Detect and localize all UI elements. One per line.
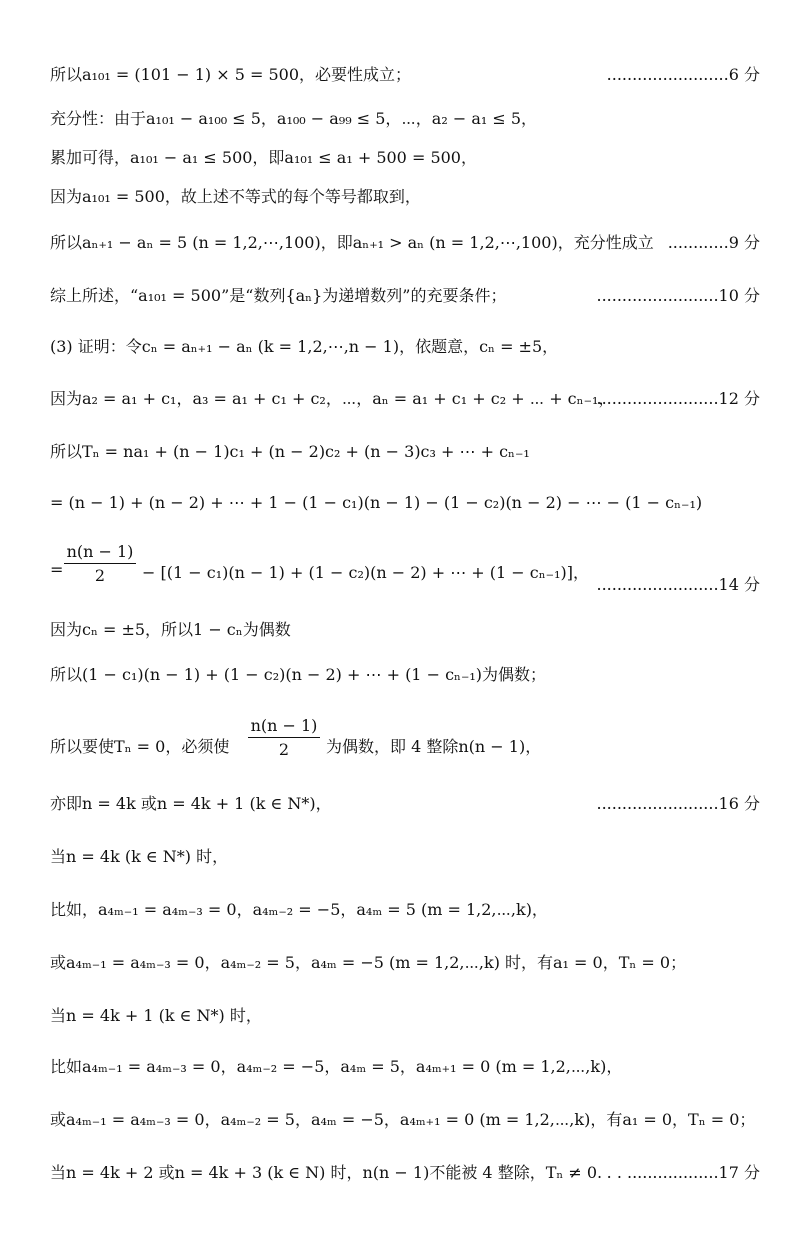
fraction-line-2 [50,712,760,772]
line-text: 所以要使Tₙ = 0，必须使 [50,737,230,756]
line-text: 所以a₁₀₁ = (101 − 1) × 5 = 500，必要性成立； [50,65,412,84]
fraction-numerator: n(n − 1) [250,716,318,735]
line-text: 比如，a₄ₘ₋₁ = a₄ₘ₋₃ = 0，a₄ₘ₋₂ = −5，a₄ₘ = 5 (m = 1,2,⋯,k)， [50,900,548,919]
line-text: 当n = 4k (k ∈ N*) 时， [50,847,229,866]
line-text: 所以Tₙ = na₁ + (n − 1)c₁ + (n − 2)c₂ + (n − 3)c₃ + ⋯ + cₙ₋₁ [50,442,530,461]
fraction-bar [248,737,320,738]
score-mark: ........................6 分 [606,65,760,84]
fraction-numerator: n(n − 1) [66,542,134,561]
line-text: − [(1 − c₁)(n − 1) + (1 − c₂)(n − 2) + ⋯ + (1 − cₙ₋₁)]， [142,563,590,582]
equals-sign: = [50,560,64,579]
line-text: 或a₄ₘ₋₁ = a₄ₘ₋₃ = 0，a₄ₘ₋₂ = 5，a₄ₘ = −5，a₄ₘ₊₁ = 0 (m = 1,2,⋯,k)，有a₁ = 0，Tₙ = 0； [50,1110,756,1129]
line-text: 比如a₄ₘ₋₁ = a₄ₘ₋₃ = 0，a₄ₘ₋₂ = −5，a₄ₘ = 5，a₄ₘ₊₁ = 0 (m = 1,2,⋯,k)， [50,1057,623,1076]
score-mark: ........................14 分 [596,575,760,594]
fraction [64,542,136,585]
line-text: 为偶数，即 4 整除n(n − 1)， [326,737,542,756]
score-mark: ........................10 分 [596,286,760,305]
line-text: 综上所述，“a₁₀₁ = 500”是“数列{aₙ}为递增数列”的充要条件； [50,286,507,305]
fraction-denominator: 2 [94,566,106,585]
line-text: 因为cₙ = ±5，所以1 − cₙ为偶数 [50,620,291,639]
line-text: 亦即n = 4k 或n = 4k + 1 (k ∈ N*)， [50,794,332,813]
line-text: 或a₄ₘ₋₁ = a₄ₘ₋₃ = 0，a₄ₘ₋₂ = 5，a₄ₘ = −5 (m = 1,2,⋯,k) 时，有a₁ = 0，Tₙ = 0； [50,953,687,972]
score-mark: ........................12 分 [596,389,760,408]
fraction-bar [64,563,136,564]
line-text: 因为a₁₀₁ = 500，故上述不等式的每个等号都取到， [50,187,421,206]
score-mark: ........................16 分 [596,794,760,813]
line-text: 因为a₂ = a₁ + c₁，a₃ = a₁ + c₁ + c₂，⋯，aₙ = a₁ + c₁ + c₂ + ⋯ + cₙ₋₁， [50,389,615,408]
line-text: 充分性：由于a₁₀₁ − a₁₀₀ ≤ 5，a₁₀₀ − a₉₉ ≤ 5，⋯，a₂ − a₁ ≤ 5， [50,109,538,128]
line-text: 当n = 4k + 1 (k ∈ N*) 时， [50,1006,262,1025]
line-text: = (n − 1) + (n − 2) + ⋯ + 1 − (1 − c₁)(n − 1) − (1 − c₂)(n − 2) − ⋯ − (1 − cₙ₋₁) [50,493,703,512]
line-text: 当n = 4k + 2 或n = 4k + 3 (k ∈ N) 时，n(n − 1)不能被 4 整除，Tₙ ≠ 0. [50,1163,603,1182]
score-mark: . . ..................17 分 [606,1163,760,1182]
fraction [248,716,320,759]
fraction-denominator: 2 [278,740,290,759]
fraction-line-1 [50,540,760,600]
line-text: 累加可得，a₁₀₁ − a₁ ≤ 500，即a₁₀₁ ≤ a₁ + 500 = 500， [50,148,477,167]
line-text: 所以aₙ₊₁ − aₙ = 5 (n = 1,2,⋯,100)，即aₙ₊₁ > aₙ (n = 1,2,⋯,100)，充分性成立 [50,233,654,252]
line-text: 所以(1 − c₁)(n − 1) + (1 − c₂)(n − 2) + ⋯ + (1 − cₙ₋₁)为偶数； [50,665,547,684]
score-mark: ............9 分 [667,233,760,252]
line-text: (3) 证明：令cₙ = aₙ₊₁ − aₙ (k = 1,2,⋯,n − 1)，依题意，cₙ = ±5， [50,337,559,356]
